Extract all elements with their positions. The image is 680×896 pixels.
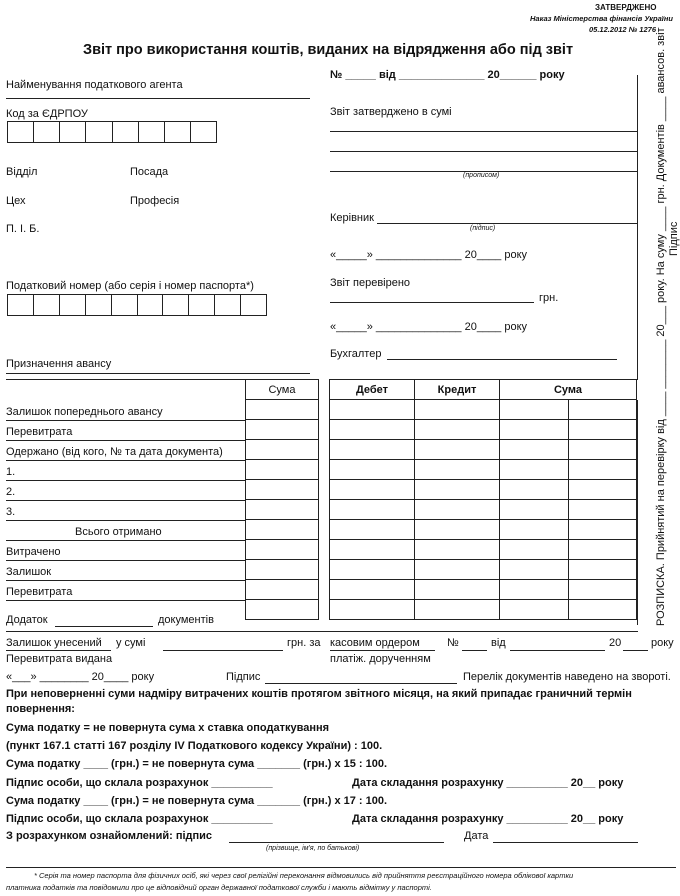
head-label: Керівник: [330, 212, 374, 224]
edrpou-label: Код за ЄДРПОУ: [6, 108, 88, 120]
pib-label: П. І. Б.: [6, 223, 40, 235]
debit-header: Дебет: [330, 380, 415, 400]
calc-date-1: Дата складання розрахунку __________ 20__ року: [352, 777, 624, 789]
footnote-line2: платника податків та повідомили про це відповідний орган державної податкової служби і мають відмітку у паспорті.: [6, 883, 432, 892]
signer-1: Підпис особи, що склала розрахунок __________: [6, 777, 273, 789]
receipt-signature: Підпис: [668, 221, 680, 256]
row-2: 2.: [6, 486, 16, 498]
calc-date-2: Дата складання розрахунку __________ 20__ року: [352, 813, 624, 825]
row-overspent: Перевитрата: [6, 426, 73, 438]
return-notice: При неповерненні суми надміру витрачених коштів протягом звітного місяця, на який припадає граничний термін повернення:: [6, 688, 632, 715]
tax-formula: Сума податку = не повернута сума х ставка оподаткування: [6, 722, 330, 734]
accountant-label: Бухгалтер: [330, 348, 382, 360]
profession-label: Професія: [130, 195, 180, 207]
tax-number-cells[interactable]: [7, 294, 267, 316]
uah-by-label: грн. за: [287, 637, 321, 649]
department-label: Відділ: [6, 166, 38, 178]
sum-table: [245, 379, 319, 620]
documents-label: документів: [158, 614, 214, 626]
signer-2: Підпис особи, що склала розрахунок __________: [6, 813, 273, 825]
row-overspent-2: Перевитрата: [6, 586, 73, 598]
row-3: 3.: [6, 506, 16, 518]
from-label: від: [491, 637, 506, 649]
signature-label: Підпис: [226, 671, 261, 683]
footnote-line1: * Серія та номер паспорта для фізичних осіб, які через свої релігійні переконання відмовились від прийняття реєстраційного номера облікової картки: [34, 871, 574, 880]
tax-number-label: Податковий номер (або серія і номер паспорта*): [6, 280, 254, 292]
balance-deposited: Залишок унесений: [6, 637, 102, 649]
receipt-text: РОЗПИСКА. Прийнятий на перевірку від ____ ________ 20___ року. На суму ____ грн. Документів ____ авансов. звіт: [655, 27, 667, 626]
year20-label: 20: [609, 637, 622, 649]
date-line-1: «_____» ______________ 20____ року: [330, 249, 528, 261]
payment-order-label: платіж. дорученням: [330, 653, 431, 665]
row-total-received: Всього отримано: [75, 526, 162, 538]
row-balance: Залишок: [6, 566, 52, 578]
accounting-table: [329, 379, 637, 620]
sum-header: Сума: [246, 380, 319, 400]
position-label: Посада: [130, 166, 169, 178]
in-sum-label: у сумі: [116, 637, 146, 649]
appendix-label: Додаток: [6, 614, 48, 626]
page-title: Звіт про використання коштів, виданих на відрядження або під звіт: [83, 42, 574, 58]
cash-order-label: касовим ордером: [330, 637, 420, 649]
approval-line2: Наказ Міністерства фінансів України: [530, 14, 673, 23]
checked-label: Звіт перевірено: [330, 277, 411, 289]
overspent-issued: Перевитрата видана: [6, 653, 113, 665]
uah-label: грн.: [539, 292, 559, 304]
acquainted-date: Дата: [464, 830, 489, 842]
credit-header: Кредит: [415, 380, 500, 400]
tax-17: Сума податку ____ (грн.) = не повернута сума _______ (грн.) х 17 : 100.: [6, 795, 388, 807]
full-name-hint: (прізвище, ім'я, по батькові): [266, 845, 360, 852]
tax-code-ref: (пункт 167.1 статті 167 розділу IV Податкового кодексу України) : 100.: [6, 740, 383, 752]
signature-hint: (підпис): [470, 225, 496, 232]
date-line-2: «_____» ______________ 20____ року: [330, 321, 528, 333]
agent-label: Найменування податкового агента: [6, 79, 183, 91]
row-received-from: Одержано (від кого, № та дата документа): [6, 446, 223, 458]
acquainted-signature: З розрахунком ознайомлений: підпис: [6, 830, 213, 842]
doc-list-note: Перелік документів наведено на звороті.: [463, 671, 671, 683]
shop-label: Цех: [6, 195, 26, 207]
row-spent: Витрачено: [6, 546, 61, 558]
in-words-hint: (прописом): [463, 172, 500, 179]
report-number: № _____ від ______________ 20______ року: [330, 69, 565, 81]
row-prev-advance: Залишок попереднього авансу: [6, 406, 163, 418]
date-line-3: «___» ________ 20____ року: [6, 671, 155, 683]
approved-sum-label: Звіт затверджено в сумі: [330, 106, 452, 118]
edrpou-cells[interactable]: [7, 121, 217, 143]
purpose-label: Призначення авансу: [6, 358, 112, 370]
approval-line3: 05.12.2012 № 1276: [589, 25, 656, 34]
approval-line1: ЗАТВЕРДЖЕНО: [595, 3, 657, 12]
number-mark: №: [447, 637, 459, 649]
tax-15: Сума податку ____ (грн.) = не повернута сума _______ (грн.) х 15 : 100.: [6, 758, 388, 770]
year-label: року: [651, 637, 674, 649]
amount-header: Сума: [500, 380, 637, 400]
row-1: 1.: [6, 466, 16, 478]
